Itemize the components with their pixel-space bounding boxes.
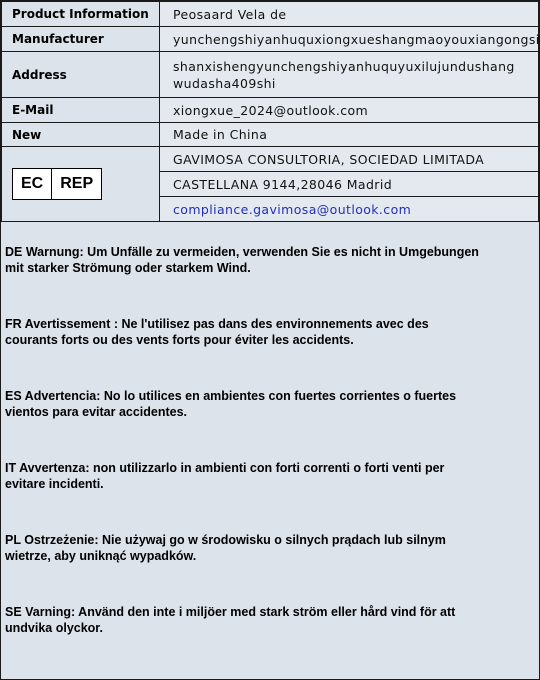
- warning-se: [5, 605, 525, 636]
- email-label: E-Mail: [2, 98, 160, 123]
- ec-rep-address: CASTELLANA 9144,28046 Madrid: [160, 172, 539, 197]
- ec-rep-logo: [12, 168, 102, 200]
- warning-es-line-2: vientos para evitar accidentes.: [5, 404, 188, 419]
- address-line-2: wudasha409shi: [173, 75, 276, 91]
- warning-fr-line-1: FR Avertissement : Ne l'utilisez pas dans des environnements avec des: [5, 317, 429, 331]
- warning-se-line-1: SE Varning: Använd den inte i miljöer med stark ström eller hård vind för att: [5, 605, 456, 619]
- warning-se-line-2: undvika olyckor.: [5, 620, 103, 635]
- manufacturer-value: yunchengshiyanhuquxiongxueshangmaoyouxiangongsi: [160, 27, 539, 52]
- ec-rep-company: GAVIMOSA CONSULTORIA, SOCIEDAD LIMITADA: [160, 147, 539, 172]
- new-row: [2, 123, 539, 147]
- address-label: Address: [2, 52, 160, 98]
- email-value: xiongxue_2024@outlook.com: [160, 98, 539, 123]
- warning-it-line-2: evitare incidenti.: [5, 476, 104, 491]
- ec-rep-row-company: [2, 147, 539, 172]
- ec-rep-logo-cell: [2, 147, 160, 222]
- manufacturer-label: Manufacturer: [2, 27, 160, 52]
- ec-rep-rep-text: REP: [51, 169, 101, 199]
- new-label: New: [2, 123, 160, 147]
- warning-fr: [5, 317, 525, 348]
- address-line-1: shanxishengyunchengshiyanhuquyuxilujundushang: [173, 58, 515, 74]
- email-row: [2, 98, 539, 123]
- warning-de-line-1: DE Warnung: Um Unfälle zu vermeiden, verwenden Sie es nicht in Umgebungen: [5, 245, 479, 259]
- ec-rep-email-link[interactable]: compliance.gavimosa@outlook.com: [160, 197, 539, 222]
- warning-es-line-1: ES Advertencia: No lo utilices en ambientes con fuertes corrientes o fuertes: [5, 389, 457, 403]
- new-value: Made in China: [160, 123, 539, 147]
- warning-it-line-1: IT Avvertenza: non utilizzarlo in ambienti con forti correnti o forti venti per: [5, 461, 445, 475]
- warning-fr-line-2: courants forts ou des vents forts pour éviter les accidents.: [5, 332, 354, 347]
- manufacturer-row: [2, 27, 539, 52]
- warning-de-line-2: mit starker Strömung oder starkem Wind.: [5, 260, 251, 275]
- address-value: [160, 52, 539, 98]
- warning-it: [5, 461, 525, 492]
- warning-de: [5, 245, 525, 276]
- product-info-label: Product Information: [2, 2, 160, 27]
- product-info-table: [1, 1, 539, 222]
- ec-rep-ec-text: EC: [21, 175, 44, 192]
- address-row: [2, 52, 539, 98]
- warning-pl-line-1: PL Ostrzeżenie: Nie używaj go w środowisku o silnych prądach lub silnym: [5, 533, 446, 547]
- product-info-row: [2, 2, 539, 27]
- product-info-value: Peosaard Vela de: [160, 2, 539, 27]
- warning-pl: [5, 533, 525, 564]
- warning-pl-line-2: wietrze, aby uniknąć wypadków.: [5, 548, 197, 563]
- warning-es: [5, 389, 525, 420]
